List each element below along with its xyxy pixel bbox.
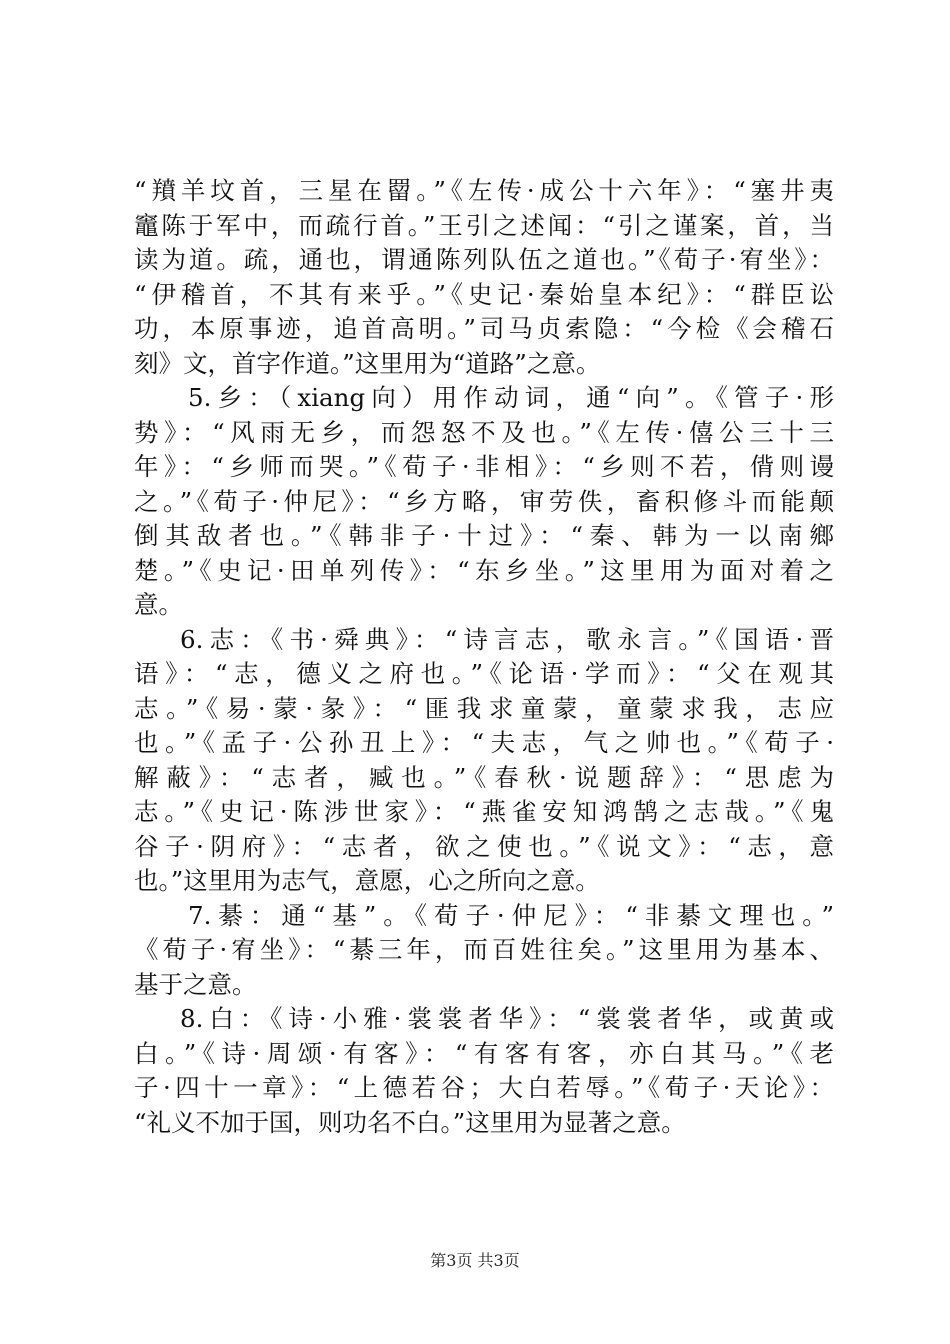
text-line: 志。”《史记·陈涉世家》：“燕雀安知鸿鹄之志哉。”《鬼 (134, 797, 834, 826)
text-line: 势》：“风雨无乡，而怨怒不及也。”《左传·僖公三十三 (134, 417, 834, 447)
text-line: 谷子·阴府》：“志者，欲之使也。”《说文》：“志，意 (134, 831, 834, 861)
text-line: 5.乡：（xiang向）用作动词，通“向”。《管子·形 (188, 383, 834, 412)
text-line: 楚。”《史记·田单列传》：“东乡坐。”这里用为面对着之 (134, 555, 834, 585)
text-line: 子·四十一章》：“上德若谷；大白若辱。”《荀子·天论》： (134, 1073, 834, 1102)
text-line: 语》：“志，德义之府也。”《论语·学而》：“父在观其 (134, 659, 834, 688)
page-footer: 第3页 共3页 (430, 1251, 520, 1270)
text-line: 年》：“乡师而哭。”《荀子·非相》：“乡则不若，偝则谩 (134, 452, 834, 481)
text-line: 6.志：《书·舜典》：“诗言志，歌永言。”《国语·晋 (180, 624, 834, 654)
text-line: 7.綦：通“基”。《荀子·仲尼》：“非綦文理也。” (188, 900, 834, 930)
text-line: 之。”《荀子·仲尼》：“乡方略，审劳佚，畜积修斗而能颠 (134, 486, 834, 516)
text-line: 志。”《易·蒙·彖》：“匪我求童蒙，童蒙求我，志应 (134, 693, 834, 723)
text-line: “羵羊坟首，三星在罶。”《左传·成公十六年》：“塞井夷 (134, 176, 834, 205)
text-line: 读为道。疏，通也，谓通陈列队伍之道也。”《荀子·宥坐》： (134, 245, 834, 274)
text-line: “礼义不加于国，则功名不白。”这里用为显著之意。 (134, 1107, 686, 1137)
text-line: 基于之意。 (134, 969, 257, 999)
text-line: 功，本原事迹，追首高明。”司马贞索隐：“今检《会稽石 (134, 314, 834, 343)
text-line: 也。”《孟子·公孙丑上》：“夫志，气之帅也。”《荀子· (134, 728, 834, 757)
text-line: 《荀子·宥坐》：“綦三年，而百姓往矣。”这里用为基本、 (134, 935, 834, 964)
text-line: 也。”这里用为志气，意愿，心之所向之意。 (134, 866, 600, 895)
text-line: 竈陈于军中，而疏行首。”王引之述闻：“引之谨案，首，当 (134, 210, 834, 240)
text-line: 解蔽》：“志者，臧也。”《春秋·说题辞》：“思虑为 (134, 762, 834, 792)
text-line: 刻》文，首字作道。”这里用为“道路”之意。 (134, 348, 601, 378)
text-line: 白。”《诗·周颂·有客》：“有客有客，亦白其马。”《老 (134, 1038, 834, 1068)
document-body (134, 174, 834, 1140)
text-line: 意。 (134, 590, 183, 619)
text-line: 倒其敌者也。”《韩非子·十过》：“秦、韩为一以南鄉 (134, 521, 834, 550)
text-line: “伊稽首，不其有来乎。”《史记·秦始皇本纪》：“群臣讼 (134, 279, 834, 309)
text-line: 8.白：《诗·小雅·裳裳者华》：“裳裳者华，或黄或 (180, 1004, 834, 1033)
